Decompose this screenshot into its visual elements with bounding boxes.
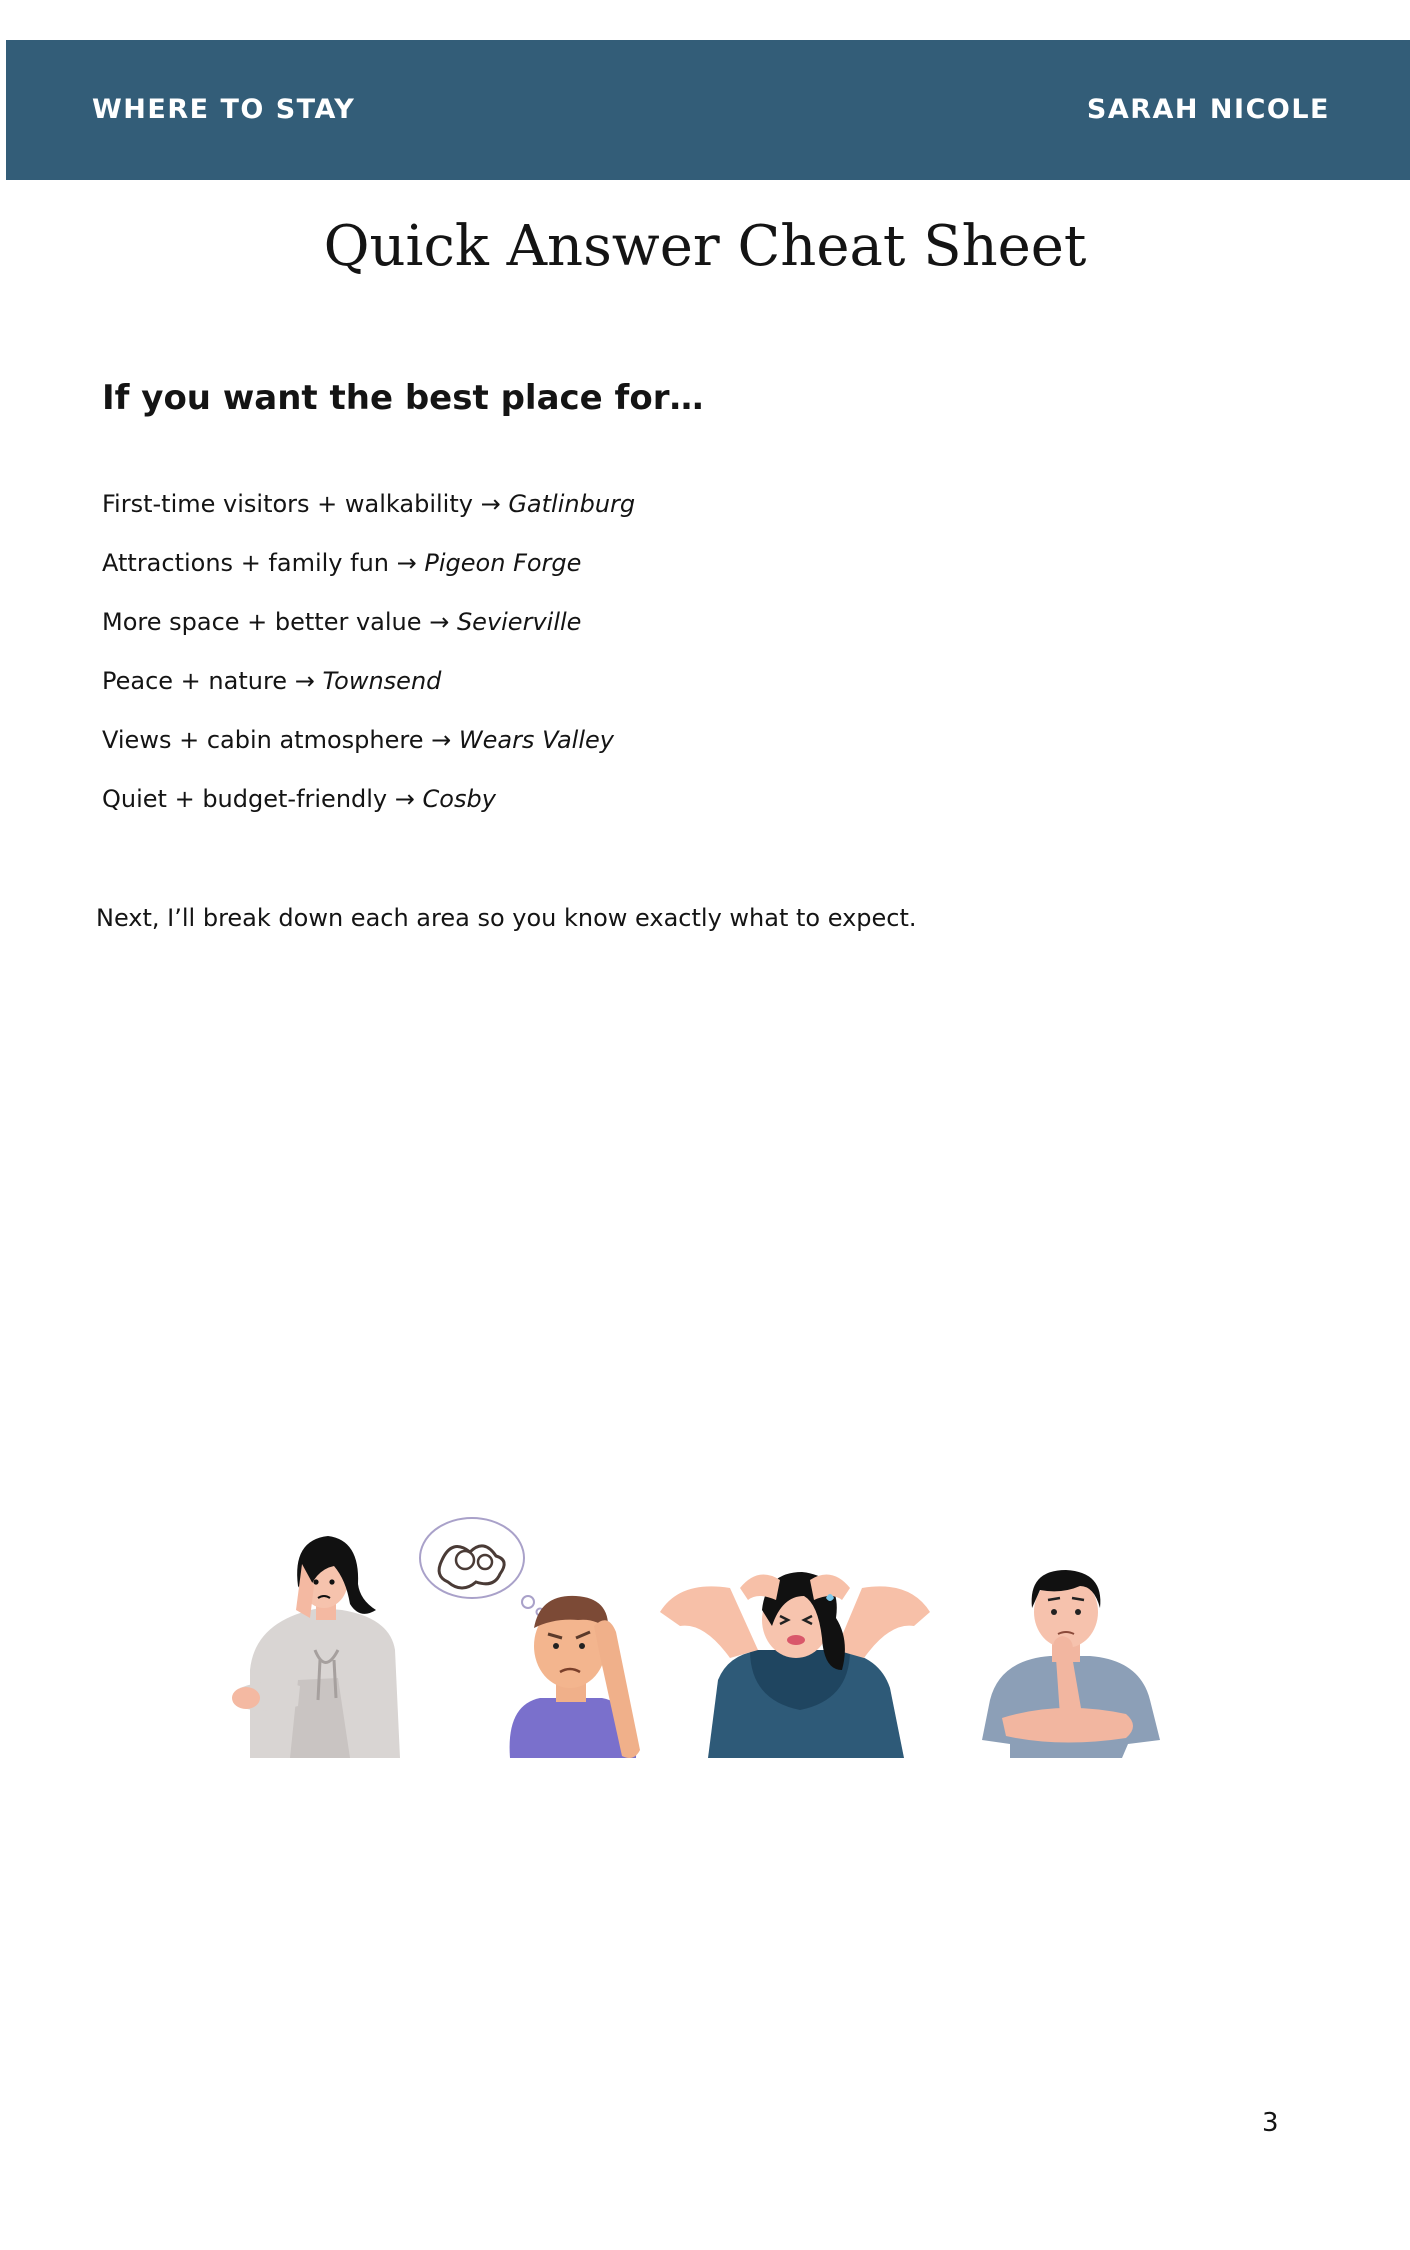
arrow-icon: →: [396, 549, 417, 577]
answer-place: Gatlinburg: [508, 490, 636, 518]
page-title: Quick Answer Cheat Sheet: [323, 214, 1087, 279]
answer-item: [102, 604, 635, 663]
answer-list: [102, 486, 635, 840]
answer-need: Views + cabin atmosphere: [102, 726, 424, 754]
next-paragraph: Next, I’ll break down each area so you know exactly what to expect.: [96, 904, 917, 932]
arrow-icon: →: [480, 490, 501, 518]
arrow-icon: →: [394, 785, 415, 813]
answer-place: Townsend: [322, 667, 442, 695]
answer-item: [102, 781, 635, 840]
answer-item: [102, 545, 635, 604]
answer-need: Quiet + budget-friendly: [102, 785, 388, 813]
arrow-icon: →: [294, 667, 315, 695]
page-number: 3: [1262, 2108, 1279, 2138]
header-band: [6, 40, 1410, 180]
header-section-label: WHERE TO STAY: [92, 94, 356, 125]
answer-place: Sevierville: [456, 608, 582, 636]
answer-item: [102, 722, 635, 781]
answer-item: [102, 663, 635, 722]
section-heading: If you want the best place for…: [102, 378, 704, 418]
answer-place: Wears Valley: [458, 726, 614, 754]
stressed-woman-hands-on-head-icon: [660, 1572, 930, 1758]
answer-place: Cosby: [422, 785, 496, 813]
worried-woman-hoodie-icon: [232, 1536, 400, 1758]
answer-item: [102, 486, 635, 545]
arrow-icon: →: [429, 608, 450, 636]
answer-need: Attractions + family fun: [102, 549, 390, 577]
answer-need: Peace + nature: [102, 667, 288, 695]
arrow-icon: →: [431, 726, 452, 754]
confused-man-thought-bubble-icon: [420, 1518, 640, 1758]
answer-place: Pigeon Forge: [424, 549, 582, 577]
confused-people-illustration: [210, 1500, 1190, 1770]
thinking-man-hand-on-chin-icon: [982, 1570, 1160, 1758]
header-author-label: SARAH NICOLE: [1086, 94, 1330, 125]
answer-need: More space + better value: [102, 608, 422, 636]
answer-need: First-time visitors + walkability: [102, 490, 473, 518]
